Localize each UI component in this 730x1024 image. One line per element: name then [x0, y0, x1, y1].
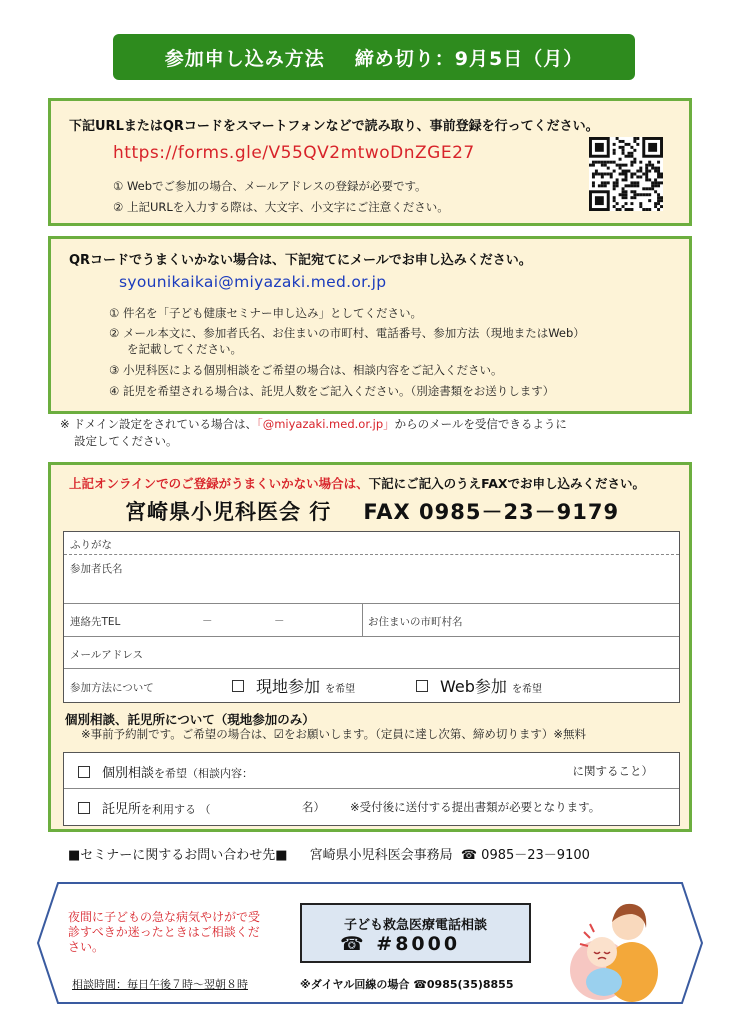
cell-divider — [362, 604, 363, 636]
online-note-1: ① Webでご参加の場合、メールアドレスの登録が必要です。 — [113, 179, 427, 193]
domain-note-prefix: ※ ドメイン設定をされている場合は、 — [60, 417, 257, 431]
fax-destination — [125, 496, 619, 526]
consult-wish: を希望（相談内容： — [154, 767, 254, 780]
name-row[interactable] — [64, 555, 679, 604]
daycare-use: を利用する （ — [141, 803, 211, 816]
email-label: メールアドレス — [70, 649, 143, 661]
tel-separator-2: － — [274, 615, 285, 627]
consult-option[interactable] — [78, 762, 253, 781]
email-note-3: ③ 小児科医による個別相談をご希望の場合は、相談内容をご記入ください。 — [109, 363, 503, 377]
web-label: Web参加 — [440, 677, 507, 696]
night-consult-text: 夜間に子どもの急な病気やけがで受診すべきか迷ったときはご相談ください。 — [68, 910, 261, 954]
tel-separator-1: － — [202, 615, 213, 627]
phone-box-number[interactable]: ☎ #8000 — [340, 933, 461, 955]
consult-label: 個別相談 — [102, 766, 155, 781]
consult-subtitle: ※事前予約制です。ご希望の場合は、☑をお願いします。（定員に達し次第、締め切ります）※無料 — [81, 727, 586, 741]
fax-form-table — [63, 531, 680, 703]
daycare-note: ※受付後に送付する提出書類が必要となります。 — [350, 800, 601, 814]
consult-end: に関すること） — [572, 764, 653, 778]
furigana-row[interactable] — [64, 532, 679, 555]
email-row[interactable] — [64, 637, 679, 669]
onsite-option[interactable] — [232, 674, 355, 697]
fax-lead-red: 上記オンラインでのご登録がうまくいかない場合は、 — [69, 476, 369, 491]
onsite-wish: を希望 — [325, 684, 356, 695]
header-deadline: 締め切り：9月5日（月） — [354, 47, 584, 70]
registration-url-link[interactable]: https://forms.gle/V55QV2mtwoDnZGE27 — [113, 143, 475, 163]
online-note-2: ② 上記URLを入力する際は、大文字、小文字にご注意ください。 — [113, 200, 449, 214]
online-lead: 下記URLまたはQRコードをスマートフォンなどで読み取り、事前登録を行ってください。 — [69, 119, 599, 134]
daycare-option[interactable] — [78, 798, 211, 817]
onsite-checkbox[interactable] — [232, 680, 244, 692]
domain-note-line2: 設定してください。 — [74, 434, 178, 448]
inquiry-contact — [68, 844, 590, 863]
consult-hours: 相談時間：毎日午後７時～翌朝８時 — [72, 978, 248, 991]
contact-label: ■セミナーに関するお問い合わせ先■ — [68, 848, 288, 863]
daycare-row[interactable] — [64, 789, 679, 825]
emergency-phone-box — [300, 903, 531, 963]
consult-checkbox[interactable] — [78, 766, 90, 778]
daycare-unit: 名） — [302, 800, 325, 814]
fax-lead — [69, 474, 645, 492]
email-note-2-cont: を記載してください。 — [127, 342, 242, 356]
consult-form-table — [63, 752, 680, 826]
dial-line-note: ※ダイヤル回線の場合 ☎0985(35)8855 — [300, 978, 514, 991]
application-email-link[interactable]: syounikaikai@miyazaki.med.or.jp — [119, 273, 387, 291]
domain-note-suffix: からのメールを受信できるように — [394, 417, 567, 431]
web-checkbox[interactable] — [416, 680, 428, 692]
qr-code-icon[interactable] — [589, 137, 663, 211]
consult-row[interactable] — [64, 753, 679, 789]
email-note-4: ④ 託児を希望される場合は、託児人数をご記入ください。（別途書類をお送りします） — [109, 384, 555, 398]
fax-number: FAX 0985－23－9179 — [363, 500, 620, 524]
parent-child-illustration-icon — [560, 892, 670, 1002]
fax-application-box — [48, 462, 692, 832]
online-registration-box — [48, 98, 692, 226]
tel-row[interactable] — [64, 604, 679, 637]
tel-label: 連絡先TEL — [70, 616, 121, 628]
fax-to: 宮崎県小児科医会 行 — [125, 500, 332, 524]
phone-box-title: 子ども救急医療電話相談 — [343, 918, 487, 933]
email-note-2: ② メール本文に、参加者氏名、お住まいの市町村、電話番号、参加方法（現地またはWeb） — [109, 326, 585, 340]
email-application-box — [48, 236, 692, 414]
web-wish: を希望 — [511, 684, 542, 695]
header-title: 参加申し込み方法 — [164, 47, 325, 70]
domain-setting-note — [60, 416, 680, 450]
furigana-label: ふりがな — [70, 539, 112, 551]
method-row — [64, 669, 679, 702]
fax-lead-black: 下記にご記入のうえFAXでお申し込みください。 — [368, 476, 646, 491]
contact-office: 宮崎県小児科医会事務局 — [309, 848, 453, 863]
consult-title: 個別相談、託児所について（現地参加のみ） — [65, 712, 315, 727]
domain-note-domain: 「@miyazaki.med.or.jp」 — [256, 417, 395, 431]
daycare-label: 託児所 — [102, 802, 142, 817]
daycare-checkbox[interactable] — [78, 802, 90, 814]
web-option[interactable] — [416, 674, 542, 697]
section-header — [113, 34, 635, 80]
name-label: 参加者氏名 — [70, 563, 123, 575]
email-lead: QRコードでうまくいかない場合は、下記宛てにメールでお申し込みください。 — [69, 253, 532, 268]
method-label: 参加方法について — [70, 682, 154, 694]
onsite-label: 現地参加 — [256, 677, 321, 696]
address-label: お住まいの市町村名 — [368, 616, 463, 628]
email-note-1: ① 件名を「子ども健康セミナー申し込み」としてください。 — [109, 306, 422, 320]
contact-phone: ☎ 0985－23－9100 — [460, 848, 590, 863]
